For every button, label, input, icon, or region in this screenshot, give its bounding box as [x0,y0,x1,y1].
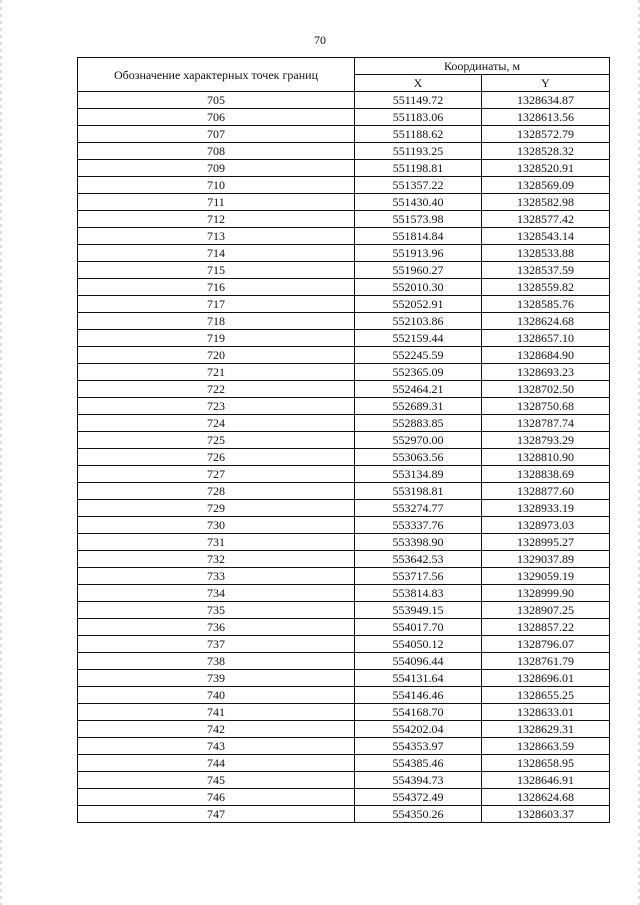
point-cell: 711 [78,194,355,211]
point-cell: 706 [78,109,355,126]
x-coordinate-cell: 551149.72 [355,92,482,109]
table-row [78,789,610,806]
table-row [78,449,610,466]
y-coordinate-cell: 1328857.22 [482,619,610,636]
x-coordinate-cell: 554394.73 [355,772,482,789]
y-coordinate-cell: 1328658.95 [482,755,610,772]
table-row [78,585,610,602]
table-row [78,806,610,823]
scan-edge-left [0,0,2,905]
table-row [78,211,610,228]
x-coordinate-cell: 551188.62 [355,126,482,143]
point-cell: 727 [78,466,355,483]
table-row [78,568,610,585]
y-coordinate-cell: 1328582.98 [482,194,610,211]
x-coordinate-cell: 554372.49 [355,789,482,806]
point-cell: 737 [78,636,355,653]
x-coordinate-cell: 553398.90 [355,534,482,551]
point-cell: 746 [78,789,355,806]
x-coordinate-cell: 553949.15 [355,602,482,619]
x-coordinate-cell: 551430.40 [355,194,482,211]
point-cell: 729 [78,500,355,517]
table-row [78,296,610,313]
point-cell: 708 [78,143,355,160]
x-coordinate-cell: 554350.26 [355,806,482,823]
table-row [78,92,610,109]
page-number: 70 [314,33,326,47]
point-cell: 740 [78,687,355,704]
table-row [78,466,610,483]
y-coordinate-cell: 1328624.68 [482,789,610,806]
x-coordinate-cell: 552689.31 [355,398,482,415]
y-coordinate-cell: 1328646.91 [482,772,610,789]
x-coordinate-cell: 554202.04 [355,721,482,738]
y-coordinate-cell: 1328761.79 [482,653,610,670]
point-cell: 726 [78,449,355,466]
table-row [78,160,610,177]
y-coordinate-cell: 1328559.82 [482,279,610,296]
table-row [78,432,610,449]
point-cell: 709 [78,160,355,177]
table-row [78,126,610,143]
point-cell: 724 [78,415,355,432]
x-coordinate-cell: 551198.81 [355,160,482,177]
table-row [78,177,610,194]
point-cell: 735 [78,602,355,619]
point-cell: 741 [78,704,355,721]
table-row [78,738,610,755]
x-coordinate-cell: 554168.70 [355,704,482,721]
point-cell: 715 [78,262,355,279]
point-cell: 723 [78,398,355,415]
x-coordinate-cell: 552464.21 [355,381,482,398]
table-row [78,619,610,636]
table-row [78,517,610,534]
point-cell: 742 [78,721,355,738]
y-coordinate-cell: 1328624.68 [482,313,610,330]
x-coordinate-cell: 554017.70 [355,619,482,636]
y-coordinate-cell: 1328528.32 [482,143,610,160]
y-coordinate-cell: 1328907.25 [482,602,610,619]
table-row [78,109,610,126]
table-row [78,194,610,211]
table-row [78,228,610,245]
point-cell: 747 [78,806,355,823]
y-coordinate-cell: 1328629.31 [482,721,610,738]
y-coordinate-cell: 1328634.87 [482,92,610,109]
table-row [78,364,610,381]
table-row [78,704,610,721]
y-coordinate-cell: 1328543.14 [482,228,610,245]
x-coordinate-cell: 552365.09 [355,364,482,381]
point-cell: 718 [78,313,355,330]
y-coordinate-cell: 1328702.50 [482,381,610,398]
y-coordinate-cell: 1328537.59 [482,262,610,279]
x-coordinate-cell: 554385.46 [355,755,482,772]
y-coordinate-cell: 1328796.07 [482,636,610,653]
table-row [78,347,610,364]
table-row [78,313,610,330]
table-row [78,653,610,670]
header-coordinates: Координаты, м [355,58,610,75]
table-row [78,415,610,432]
y-coordinate-cell: 1328838.69 [482,466,610,483]
x-coordinate-cell: 552245.59 [355,347,482,364]
y-coordinate-cell: 1329037.89 [482,551,610,568]
table-row [78,143,610,160]
point-cell: 713 [78,228,355,245]
point-cell: 734 [78,585,355,602]
x-coordinate-cell: 551183.06 [355,109,482,126]
x-coordinate-cell: 554096.44 [355,653,482,670]
y-coordinate-cell: 1328995.27 [482,534,610,551]
y-coordinate-cell: 1328520.91 [482,160,610,177]
x-coordinate-cell: 553814.83 [355,585,482,602]
x-coordinate-cell: 551357.22 [355,177,482,194]
point-cell: 717 [78,296,355,313]
table-row [78,279,610,296]
x-coordinate-cell: 551960.27 [355,262,482,279]
point-cell: 712 [78,211,355,228]
point-cell: 710 [78,177,355,194]
y-coordinate-cell: 1328657.10 [482,330,610,347]
point-cell: 744 [78,755,355,772]
y-coordinate-cell: 1328999.90 [482,585,610,602]
point-cell: 730 [78,517,355,534]
x-coordinate-cell: 552052.91 [355,296,482,313]
y-coordinate-cell: 1328533.88 [482,245,610,262]
point-cell: 720 [78,347,355,364]
table-row [78,687,610,704]
x-coordinate-cell: 552970.00 [355,432,482,449]
header-x: X [355,75,482,92]
x-coordinate-cell: 554146.46 [355,687,482,704]
point-cell: 716 [78,279,355,296]
x-coordinate-cell: 552103.86 [355,313,482,330]
table-row [78,245,610,262]
x-coordinate-cell: 553642.53 [355,551,482,568]
y-coordinate-cell: 1328577.42 [482,211,610,228]
y-coordinate-cell: 1328603.37 [482,806,610,823]
x-coordinate-cell: 553063.56 [355,449,482,466]
table-row [78,772,610,789]
point-cell: 731 [78,534,355,551]
point-cell: 745 [78,772,355,789]
header-points: Обозначение характерных точек границ [78,58,355,92]
table-body [78,92,610,823]
x-coordinate-cell: 554050.12 [355,636,482,653]
y-coordinate-cell: 1328684.90 [482,347,610,364]
point-cell: 732 [78,551,355,568]
point-cell: 738 [78,653,355,670]
table-row [78,670,610,687]
x-coordinate-cell: 553134.89 [355,466,482,483]
y-coordinate-cell: 1328933.19 [482,500,610,517]
coordinates-table [77,57,610,823]
point-cell: 721 [78,364,355,381]
x-coordinate-cell: 554131.64 [355,670,482,687]
x-coordinate-cell: 551814.84 [355,228,482,245]
y-coordinate-cell: 1328787.74 [482,415,610,432]
point-cell: 714 [78,245,355,262]
table-row [78,500,610,517]
point-cell: 733 [78,568,355,585]
x-coordinate-cell: 553274.77 [355,500,482,517]
table-row [78,755,610,772]
table-row [78,636,610,653]
table-row [78,330,610,347]
x-coordinate-cell: 552010.30 [355,279,482,296]
header-y: Y [482,75,610,92]
point-cell: 725 [78,432,355,449]
y-coordinate-cell: 1328877.60 [482,483,610,500]
table-row [78,721,610,738]
table-row [78,262,610,279]
y-coordinate-cell: 1328572.79 [482,126,610,143]
x-coordinate-cell: 554353.97 [355,738,482,755]
y-coordinate-cell: 1329059.19 [482,568,610,585]
y-coordinate-cell: 1328750.68 [482,398,610,415]
table-row [78,381,610,398]
y-coordinate-cell: 1328613.56 [482,109,610,126]
y-coordinate-cell: 1328633.01 [482,704,610,721]
table-row [78,602,610,619]
point-cell: 736 [78,619,355,636]
point-cell: 722 [78,381,355,398]
table-row [78,534,610,551]
x-coordinate-cell: 551913.96 [355,245,482,262]
y-coordinate-cell: 1328663.59 [482,738,610,755]
x-coordinate-cell: 553198.81 [355,483,482,500]
point-cell: 728 [78,483,355,500]
y-coordinate-cell: 1328693.23 [482,364,610,381]
x-coordinate-cell: 553337.76 [355,517,482,534]
point-cell: 719 [78,330,355,347]
point-cell: 743 [78,738,355,755]
x-coordinate-cell: 551573.98 [355,211,482,228]
table-row [78,551,610,568]
x-coordinate-cell: 551193.25 [355,143,482,160]
y-coordinate-cell: 1328973.03 [482,517,610,534]
point-cell: 739 [78,670,355,687]
table-row [78,483,610,500]
x-coordinate-cell: 552883.85 [355,415,482,432]
x-coordinate-cell: 552159.44 [355,330,482,347]
y-coordinate-cell: 1328793.29 [482,432,610,449]
point-cell: 705 [78,92,355,109]
y-coordinate-cell: 1328569.09 [482,177,610,194]
y-coordinate-cell: 1328810.90 [482,449,610,466]
y-coordinate-cell: 1328696.01 [482,670,610,687]
y-coordinate-cell: 1328655.25 [482,687,610,704]
y-coordinate-cell: 1328585.76 [482,296,610,313]
point-cell: 707 [78,126,355,143]
x-coordinate-cell: 553717.56 [355,568,482,585]
table-row [78,398,610,415]
